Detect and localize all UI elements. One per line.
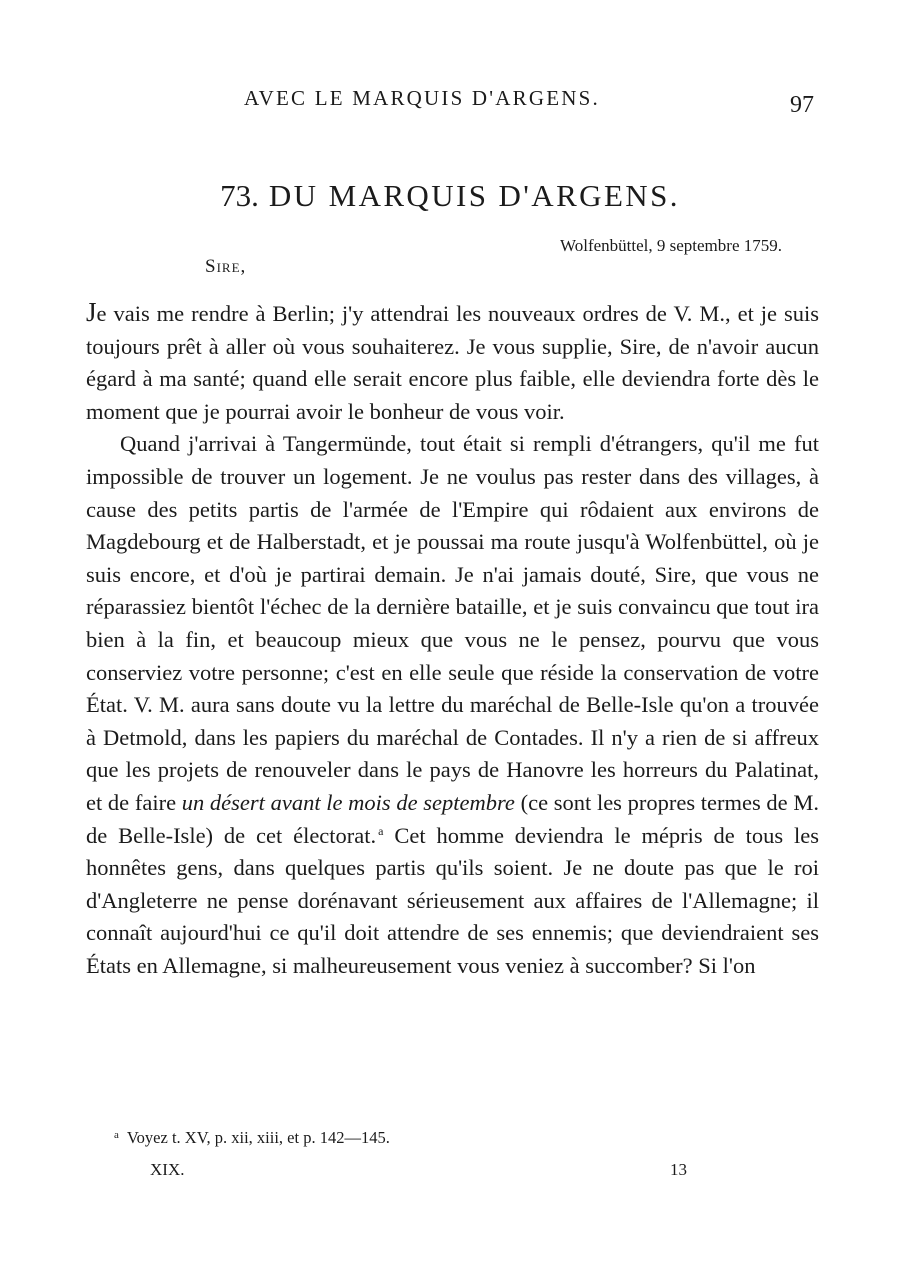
footnote-text: Voyez t. XV, p. xii, xiii, et p. 142—145. <box>126 1128 390 1147</box>
drop-letter: J <box>86 297 97 327</box>
letter-number: 73. <box>220 178 259 213</box>
paragraph-1-text: e vais me rendre à Berlin; j'y attendrai les nouveaux ordres de V. M., et je suis toujours prêt à aller où vous souhaiterez. Je vous supplie, Sire, de n'avoir aucun égard à ma santé; quand elle serait encore plus faible, elle deviendra forte dès le moment que je pourrai avoir le bonheur de vous voir. <box>86 301 819 424</box>
letter-body <box>86 296 819 982</box>
running-head: AVEC LE MARQUIS D'ARGENS. <box>244 86 600 110</box>
footnote <box>114 1128 390 1148</box>
salutation: Sire, <box>205 256 247 277</box>
dateline: Wolfenbüttel, 9 septembre 1759. <box>560 236 782 255</box>
paragraph-2-text-middle: (ce sont les propres termes de M. de Belle-Isle) de cet électorat. <box>86 789 819 848</box>
footnote-reference: a <box>378 823 384 838</box>
letter-title <box>0 178 900 214</box>
sheet-number: 13 <box>670 1160 687 1179</box>
paragraph-2-text-end: Cet homme deviendra le mépris de tous les honnêtes gens, dans quelques partis qu'ils soient. Je ne doute pas que le roi d'Angleterre ne pense dorénavant sérieusement aux affaires de l'Allemagne; il connaît aujourd'hui ce qu'il doit attendre de ses ennemis; que deviendraient ses États en Allemagne, si malheureusement vous veniez à succomber? Si l'on <box>86 822 819 978</box>
paragraph-1 <box>86 296 819 428</box>
paragraph-2-text-start: Quand j'arrivai à Tangermünde, tout était si rempli d'étrangers, qu'il me fut impossible de trouver un logement. Je ne voulus pas rester dans des villages, à cause des petits partis de l'armée de l'Empire qui rôdaient aux environs de Magdebourg et de Halberstadt, et je poussai ma route jusqu'à Wolfenbüttel, où je suis encore, et d'où je partirai demain. Je n'ai jamais douté, Sire, que vous ne réparassiez bientôt l'échec de la dernière bataille, et je suis convaincu que tout ira bien à la fin, et beaucoup mieux que vous ne le pensez, pourvu que vous conserviez votre personne; c'est en elle seule que réside la conservation de votre État. V. M. aura sans doute vu la lettre du maréchal de Belle-Isle qu'on a trouvée à Detmold, dans les papiers du maréchal de Contades. Il n'y a rien de si affreux que les projets de renouveler dans le pays de Hanovre les horreurs du Palatinat, et de faire <box>86 431 819 815</box>
paragraph-2 <box>86 428 819 982</box>
signature-mark: XIX. <box>150 1160 185 1179</box>
footnote-marker: a <box>114 1129 119 1141</box>
page-number: 97 <box>790 92 814 118</box>
letter-title-text: DU MARQUIS D'ARGENS. <box>268 178 680 213</box>
italic-quote: un désert avant le mois de septembre <box>181 789 515 815</box>
